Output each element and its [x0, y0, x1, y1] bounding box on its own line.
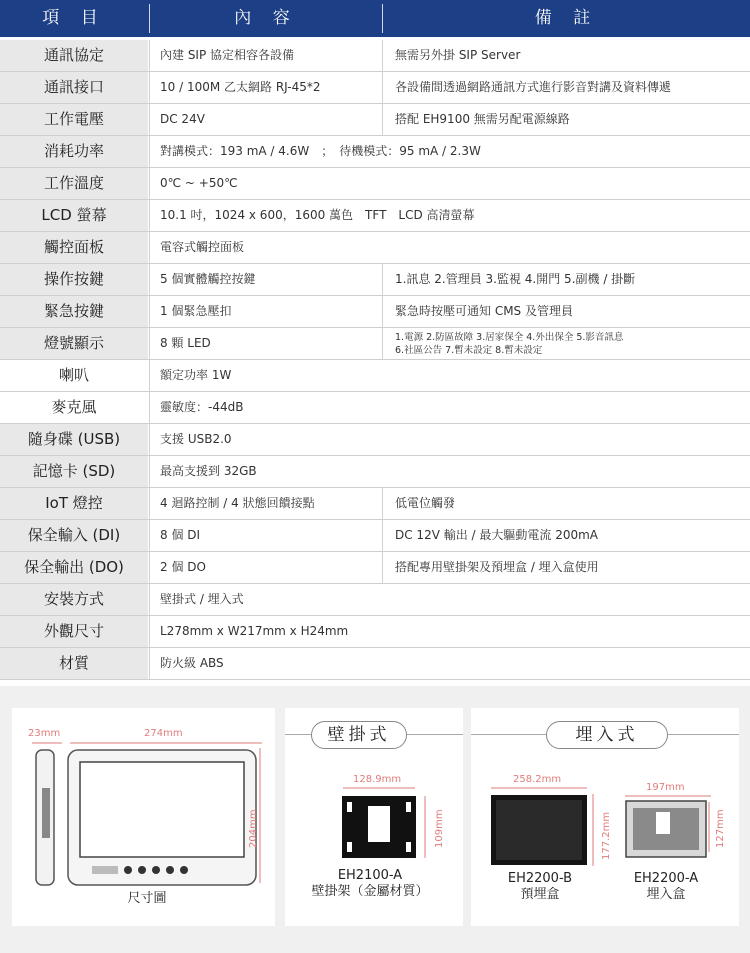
row-content: 10 / 100M 乙太網路 RJ-45*2 — [160, 80, 321, 94]
row-content: 防火級 ABS — [160, 656, 224, 670]
row-label: 工作電壓 — [0, 104, 148, 135]
row-label: 材質 — [0, 648, 148, 679]
row-label: 觸控面板 — [0, 232, 148, 263]
row-label: 麥克風 — [0, 392, 148, 423]
table-row — [0, 552, 750, 584]
column-divider — [149, 264, 150, 295]
row-label: 保全輸出 (DO) — [0, 552, 148, 583]
column-divider — [149, 136, 150, 167]
column-divider — [149, 424, 150, 455]
column-divider — [382, 552, 383, 583]
row-content: DC 24V — [160, 112, 205, 126]
height-dimension: 204mm — [248, 809, 259, 848]
row-note: 低電位觸發 — [395, 496, 456, 510]
row-label: LCD 螢幕 — [0, 200, 148, 231]
row-note: DC 12V 輸出 / 最大驅動電流 200mA — [395, 528, 599, 542]
column-divider — [382, 488, 383, 519]
column-divider — [149, 360, 150, 391]
column-divider — [149, 328, 150, 359]
table-row — [0, 328, 750, 360]
row-content: 2 個 DO — [160, 560, 206, 574]
row-label: 隨身碟 (USB) — [0, 424, 148, 455]
row-note: 1.訊息 2.管理員 3.監視 4.開門 5.副機 / 掛斷 — [395, 272, 636, 286]
box-b-width: 258.2mm — [513, 774, 562, 785]
box-b-desc: 預埋盒 — [520, 887, 560, 902]
row-note: 各設備間透過網路通訊方式進行影音對講及資料傳遞 — [395, 80, 672, 94]
box-a-desc: 埋入盒 — [646, 887, 686, 902]
table-row — [0, 72, 750, 104]
row-label: 消耗功率 — [0, 136, 148, 167]
row-label: 安裝方式 — [0, 584, 148, 615]
table-row — [0, 168, 750, 200]
row-note: 搭配 EH9100 無需另配電源線路 — [395, 112, 570, 126]
dimension-caption: 尺寸圖 — [127, 891, 167, 906]
row-note-line2: 6.社區公告 7.暫未設定 8.暫未設定 — [395, 345, 543, 356]
row-label: 通訊協定 — [0, 40, 148, 71]
row-note: 無需另外掛 SIP Server — [395, 48, 521, 62]
column-divider — [149, 552, 150, 583]
row-content: 8 個 DI — [160, 528, 201, 542]
table-header — [0, 0, 750, 37]
row-content: L278mm x W217mm x H24mm — [160, 624, 349, 638]
column-divider — [149, 616, 150, 647]
column-divider — [149, 168, 150, 199]
wall-mount-panel — [285, 708, 463, 926]
column-divider — [149, 584, 150, 615]
header-item: 項 目 — [42, 8, 106, 28]
column-divider — [382, 520, 383, 551]
row-content: 電容式觸控面板 — [160, 240, 245, 254]
column-divider — [149, 488, 150, 519]
column-divider — [382, 40, 383, 71]
table-row — [0, 456, 750, 488]
row-label: 燈號顯示 — [0, 328, 148, 359]
table-row — [0, 40, 750, 72]
column-divider — [149, 232, 150, 263]
wall-mount-desc: 壁掛架（金屬材質） — [311, 884, 429, 899]
row-content: 對講模式：193 mA / 4.6W ； 待機模式：95 mA / 2.3W — [160, 144, 481, 158]
table-row — [0, 104, 750, 136]
column-divider — [149, 104, 150, 135]
row-content: 支援 USB2.0 — [160, 432, 232, 446]
row-content: 0℃ ~ +50℃ — [160, 176, 238, 190]
table-row — [0, 136, 750, 168]
row-note: 搭配專用壁掛架及預埋盒 / 埋入盒使用 — [395, 560, 599, 574]
column-divider — [382, 104, 383, 135]
wall-mount-model: EH2100-A — [337, 868, 403, 883]
row-content: 壁掛式 / 埋入式 — [160, 592, 244, 606]
row-label: 外觀尺寸 — [0, 616, 148, 647]
wall-mount-title: 壁掛式 — [311, 721, 407, 749]
column-divider — [382, 72, 383, 103]
table-row — [0, 520, 750, 552]
row-content: 靈敏度：-44dB — [160, 400, 244, 414]
table-row — [0, 392, 750, 424]
depth-dimension: 23mm — [28, 728, 61, 739]
embedded-panel — [471, 708, 739, 926]
table-row — [0, 488, 750, 520]
row-content: 額定功率 1W — [160, 368, 232, 382]
column-divider — [149, 520, 150, 551]
table-row — [0, 424, 750, 456]
table-row — [0, 232, 750, 264]
row-label: 保全輸入 (DI) — [0, 520, 148, 551]
column-divider — [149, 200, 150, 231]
box-a-height: 127mm — [715, 809, 726, 848]
table-row — [0, 200, 750, 232]
table-row — [0, 296, 750, 328]
row-content: 1 個緊急壓扣 — [160, 304, 232, 318]
box-a-model: EH2200-A — [633, 871, 699, 886]
row-content: 4 迴路控制 / 4 狀態回饋接點 — [160, 496, 315, 510]
column-divider — [149, 456, 150, 487]
wall-mount-height: 109mm — [434, 809, 445, 848]
row-content: 10.1 吋，1024 x 600，1600 萬色 TFT LCD 高清螢幕 — [160, 208, 475, 222]
column-divider — [382, 296, 383, 327]
table-row — [0, 360, 750, 392]
row-note-line1: 1.電源 2.防區故障 3.居家保全 4.外出保全 5.影音訊息 — [395, 332, 624, 343]
row-label: 工作溫度 — [0, 168, 148, 199]
row-content: 最高支援到 32GB — [160, 464, 257, 478]
column-divider — [149, 648, 150, 679]
row-note: 緊急時按壓可通知 CMS 及管理員 — [395, 304, 573, 318]
row-label: 記憶卡 (SD) — [0, 456, 148, 487]
table-row — [0, 264, 750, 296]
row-content: 5 個實體觸控按鍵 — [160, 272, 256, 286]
dimension-panel — [12, 708, 275, 926]
column-divider — [149, 296, 150, 327]
embedded-title: 埋入式 — [546, 721, 668, 749]
wall-mount-width: 128.9mm — [353, 774, 402, 785]
width-dimension: 274mm — [144, 728, 183, 739]
row-content: 內建 SIP 協定相容各設備 — [160, 48, 295, 62]
column-divider — [149, 40, 150, 71]
row-label: 通訊接口 — [0, 72, 148, 103]
table-row — [0, 648, 750, 680]
row-label: IoT 燈控 — [0, 488, 148, 519]
column-divider — [149, 392, 150, 423]
box-b-model: EH2200-B — [507, 871, 573, 886]
header-note: 備 註 — [534, 8, 599, 28]
row-label: 緊急按鍵 — [0, 296, 148, 327]
table-row — [0, 616, 750, 648]
row-label: 喇叭 — [0, 360, 148, 391]
column-divider — [382, 328, 383, 359]
box-b-height: 177.2mm — [601, 811, 612, 860]
row-content: 8 顆 LED — [160, 336, 211, 350]
header-content: 內 容 — [234, 8, 298, 28]
column-divider — [382, 264, 383, 295]
row-label: 操作按鍵 — [0, 264, 148, 295]
box-a-width: 197mm — [646, 782, 685, 793]
column-divider — [149, 72, 150, 103]
table-row — [0, 584, 750, 616]
